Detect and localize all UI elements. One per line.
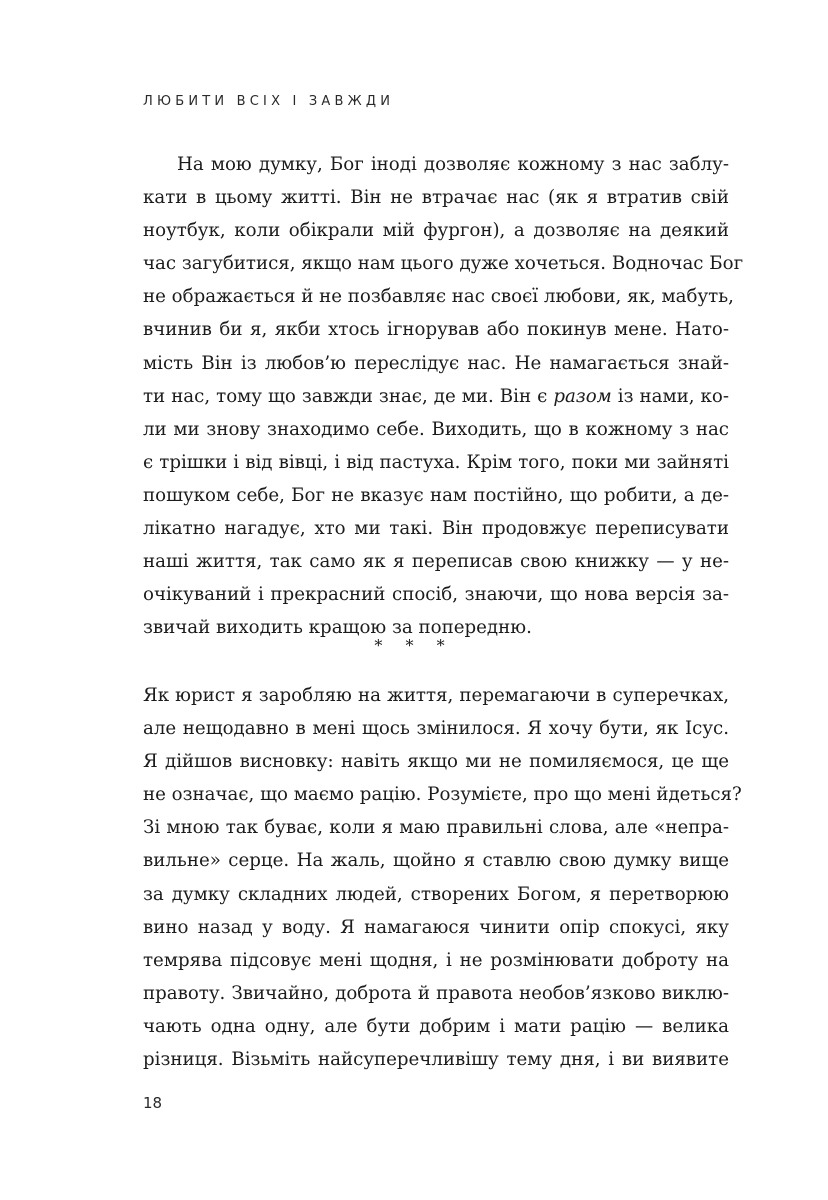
text-line: мість Він із любов’ю переслідує нас. Не намагається знай-	[143, 352, 729, 374]
text-line: очікуваний і прекрасний спосіб, знаючи, що нова версія за-	[143, 584, 729, 606]
section-separator: * * *	[374, 636, 454, 655]
text-line: Зі мною так буває, коли я маю правильні слова, але «непра-	[143, 817, 729, 839]
text-line: за думку складних людей, створених Богом, я перетворюю	[143, 883, 729, 905]
text-line: наші життя, так само як я переписав свою книжку — у не-	[143, 551, 729, 573]
text-line: вчинив би я, якби хтось ігнорував або покинув мене. Нато-	[143, 319, 729, 341]
text-line: кати в цьому житті. Він не втрачає нас (як я втратив свій	[143, 187, 729, 209]
text-line: Я дійшов висновку: навіть якщо ми не помиляємося, це ще	[143, 751, 729, 773]
text-fragment: із нами, ко-	[617, 385, 729, 407]
text-line: ли ми знову знаходимо себе. Виходить, що в кожному з нас	[143, 418, 729, 440]
text-line: На мою думку, Бог іноді дозволяє кожному з нас заблу-	[177, 154, 729, 175]
paragraph-2	[143, 679, 742, 1076]
text-line: ноутбук, коли обікрали мій фургон), а дозволяє на деякий	[143, 220, 729, 242]
text-line: не означає, що маємо рацію. Розумієте, про що мені йдеться?	[143, 784, 742, 806]
text-line: вино назад у воду. Я намагаюся чинити опір спокусі, яку	[143, 916, 729, 938]
text-line: пошуком себе, Бог не вказує нам постійно, що робити, а де-	[143, 484, 729, 506]
text-line: правоту. Звичайно, доброта й правота необов’язково виклю-	[143, 982, 729, 1004]
text-line: не ображається й не позбавляє нас своєї любови, як, мабуть,	[143, 286, 734, 308]
text-line: вильне» серце. На жаль, щойно я ставлю свою думку вище	[143, 850, 729, 872]
text-line	[143, 380, 729, 413]
emphasis-word: разом	[553, 385, 612, 407]
text-line: різниця. Візьміть найсуперечливішу тему дня, і ви виявите	[143, 1049, 729, 1071]
text-line: але нещодавно в мені щось змінилося. Я хочу бути, як Ісус.	[143, 718, 729, 740]
running-head: ЛЮБИТИ ВСІХ І ЗАВЖДИ	[143, 94, 395, 109]
text-line: час загубитися, якщо нам цього дуже хочеться. Водночас Бог	[143, 253, 744, 275]
paragraph-1	[143, 148, 744, 644]
text-line: звичай виходить кращою за попередню.	[143, 617, 532, 639]
page-number: 18	[143, 1094, 163, 1112]
text-line: чають одна одну, але бути добрим і мати рацію — велика	[143, 1015, 729, 1037]
text-line: Як юрист я заробляю на життя, перемагаючи в суперечках,	[143, 685, 729, 706]
text-line: лікатно нагадує, хто ми такі. Він продовжує переписувати	[143, 518, 729, 540]
text-line: темрява підсовує мені щодня, і не розмінювати доброту на	[143, 949, 729, 971]
text-line: є трішки і від вівці, і від пастуха. Крім того, поки ми зайняті	[143, 451, 729, 473]
text-fragment: ти нас, тому що завжди знає, де ми. Він є	[143, 385, 548, 407]
